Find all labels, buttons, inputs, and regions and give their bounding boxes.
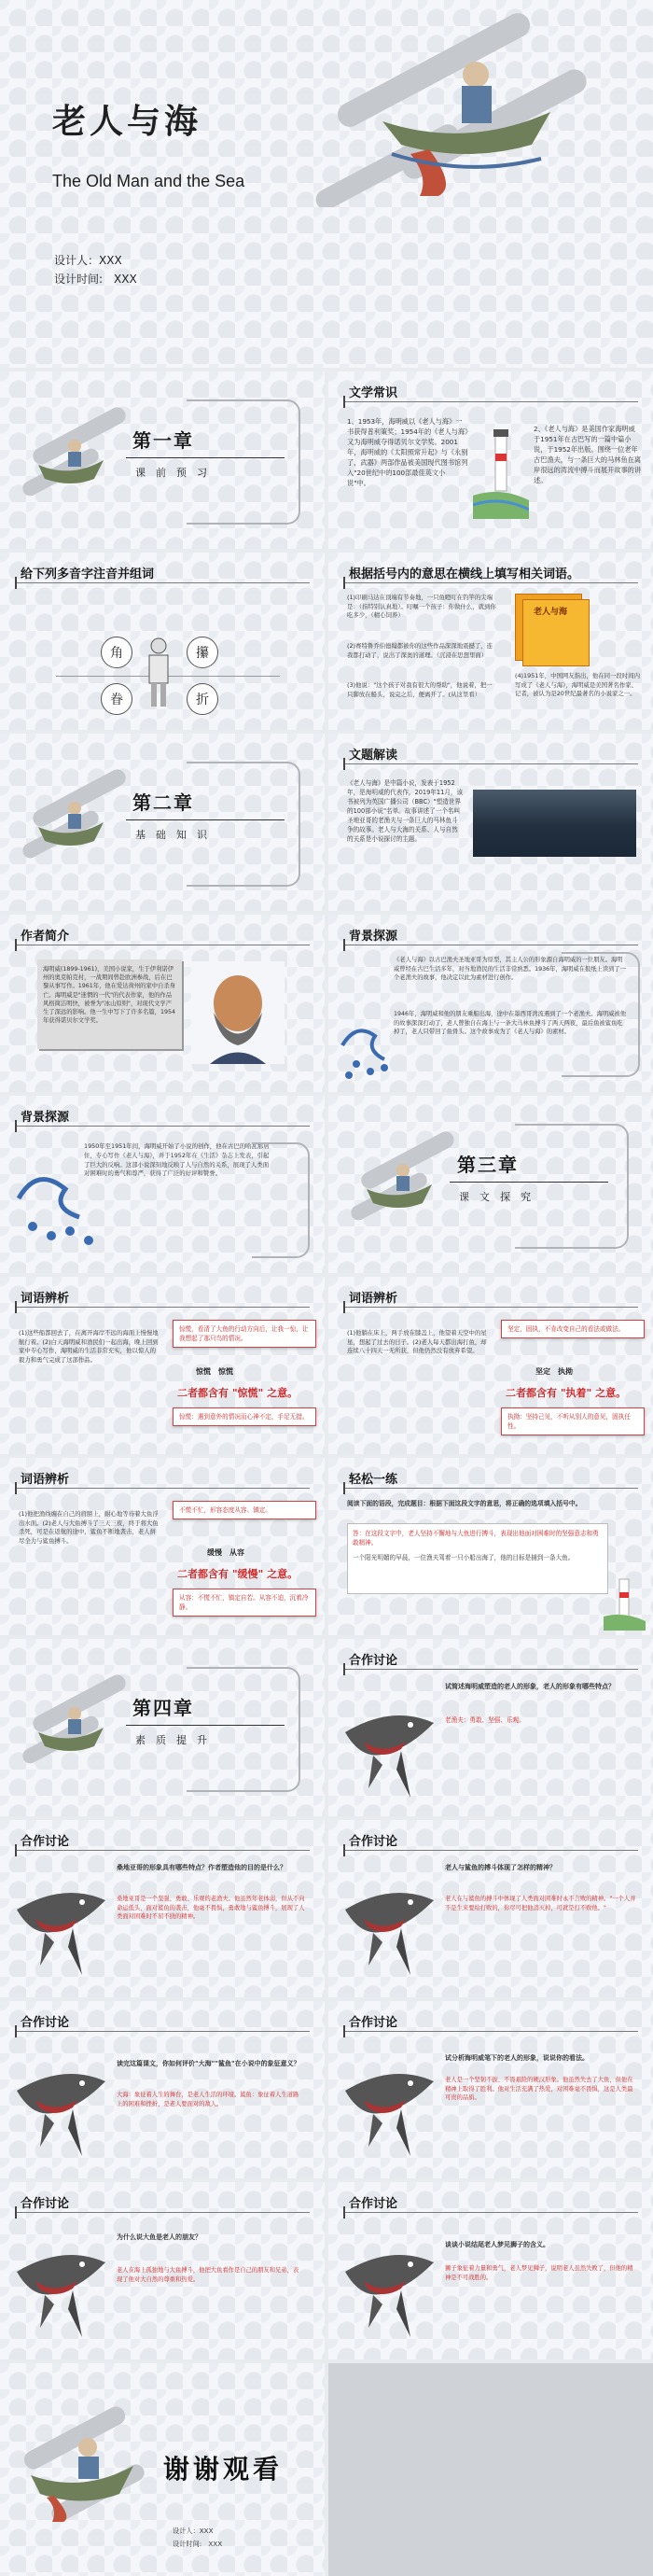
- discuss-answer: 老人是一个坚韧不拔、不畏艰险的硬汉形象。他虽然失去了大鱼，但他在精神上取得了胜利。他对生活充满了热爱，对困难毫不畏惧，这是人类最可贵的品质。: [445, 2077, 633, 2102]
- vocab-answer: 二者都含有 "惊慌" 之意。: [177, 1387, 299, 1399]
- slide-frame: [252, 1142, 310, 1258]
- slide-header: 合作讨论: [349, 1835, 398, 1849]
- discuss-answer: 老渔夫：勇敢、坚强、乐观。: [445, 1716, 525, 1724]
- slide-header: 词语辨析: [21, 1473, 70, 1487]
- chapter-subtitle: 课文探究: [459, 1191, 541, 1203]
- old-man-figure: [140, 635, 177, 709]
- slide-header: 文题解读: [349, 749, 398, 763]
- hemingway-portrait: [191, 961, 285, 1064]
- literature-right-text: 2、《老人与海》是美国作家海明威于1951年在古巴写的一篇中篇小说，于1952年出版。围绕一位老年古巴渔夫，与一条巨大的马林鱼在离岸很远的湾流中搏斗而展开故事的讲述。: [534, 425, 642, 484]
- chapter-subtitle: 基础知识: [135, 829, 217, 841]
- pinyin-char: 攥: [187, 637, 218, 668]
- header-line: [15, 2212, 310, 2213]
- vocab-words: 坚定 执拗: [535, 1367, 573, 1376]
- empty-slot: [328, 2363, 653, 2576]
- discuss-slide-4: [0, 2001, 325, 2178]
- chapter-title: 第四章: [132, 1697, 194, 1719]
- shark-illustration: [336, 2053, 438, 2165]
- pinyin-slide: [0, 553, 325, 730]
- slide-header: 作者简介: [21, 930, 70, 944]
- vocab-definition-bottom: 从容：不慌不忙，镇定自若。从容不迫，沉着冷静。: [173, 1589, 316, 1617]
- author-text: 海明威(1899-1961)，美国小说家，生于伊利诺伊州的奥克帕克村，一战期间曾赴欧洲参战，后在巴黎从事写作。1961年，他在爱达荷州的家中自杀身亡。海明威是"迷惘的一代"的代表作家，他的作品风格简洁明快，被誉为"冰山原则"，对现代文学产生了深远的影响。他一生中写下了许多名篇，1954年获得诺贝尔文学奖。: [43, 966, 175, 1025]
- chapter-2-slide: [0, 734, 325, 911]
- meaning-q2: (2)赛特鲁乔伯德翰都被你的这些作品深深地震撼了，连我都打动了，说出了深奥的道理。（沉浸在思想里面）: [347, 642, 493, 659]
- shark-illustration: [7, 2234, 110, 2346]
- chapter-title: 第三章: [457, 1154, 519, 1176]
- chapter-1-slide: [0, 371, 325, 549]
- slide-header: 合作讨论: [21, 2016, 70, 2030]
- vocab-words: 缓慢 从容: [207, 1548, 244, 1557]
- shark-illustration: [7, 2053, 110, 2165]
- header-line: [343, 401, 638, 402]
- vocab-left-text: (1)他躺在床上，两手放在膝盖上，他望着天空中的星星，想起了过去的日子。(2)老人每天都出海打鱼，却连续八十四天一无所获，但他仍然没有放弃希望。: [347, 1329, 487, 1355]
- chapter-title: 第二章: [132, 791, 194, 814]
- slide-header: 合作讨论: [21, 1835, 70, 1849]
- discuss-answer: 桑地亚哥是一个坚强、勇敢、乐观的老渔夫。他虽然年老体弱，但从不向命运低头，面对鲨鱼的袭击，他毫不畏惧，勇敢地与鲨鱼搏斗，展现了人类面对困难时不屈不挠的精神。: [117, 1896, 305, 1921]
- slide-header: 词语辨析: [349, 1292, 398, 1306]
- slide-header: 合作讨论: [349, 2016, 398, 2030]
- interpretation-text: 《老人与海》是中篇小说，发表于1952年，是海明威的代表作，2019年11月，该书被列为英国广播公司（BBC）"塑造世界的100部小说"名单。故事讲述了一个名叫圣地亚哥的老渔夫与一条巨大的马林鱼斗争的故事。老人与大海的关系、人与自然的关系是小说探讨的主题。: [347, 779, 464, 843]
- old-man-boat-illustration: [373, 37, 560, 196]
- vocab-slide-3: [0, 1458, 325, 1635]
- vocab-words: 惊慌 惊慌: [196, 1367, 233, 1376]
- shark-illustration: [336, 1695, 438, 1807]
- header-line: [15, 2031, 310, 2032]
- meaning-q3: (3)他说："这个孩子对我有很大的帮助"，他说着，把一只脚放在船头，说完之后，便离开了。(从这里看）: [347, 681, 493, 698]
- header-line: [15, 1307, 310, 1308]
- meaning-q4: (4)1951年，中国网友指出，他在同一段时间内写成了《老人与海》，海明威是美国著名作家、记者，被认为是20世纪最著名的小说家之一。: [515, 672, 640, 697]
- practice-slide: [328, 1458, 653, 1635]
- cover-date: 设计时间: XXX: [54, 273, 137, 286]
- book-stack-illustration: [515, 594, 594, 668]
- slide-header: 文学常识: [349, 386, 398, 400]
- background-text: 1950年至1951年间，海明威开始了小说的创作，他在古巴的哈瓦那居住，专心写作《老人与海》，并于1952年在《生活》杂志上发表，引起了巨大的反响。这部小说深刻地反映了人与自然的关系，展现了人类面对困难时的勇气和尊严，获得了广泛的好评和赞誉。: [84, 1142, 270, 1178]
- pinyin-char: 眷: [101, 683, 132, 715]
- slide-frame: [187, 762, 300, 887]
- header-line: [15, 582, 310, 583]
- wave-fish-illustration: [14, 1161, 107, 1254]
- chapter-subtitle: 素质提升: [135, 1734, 217, 1746]
- header-line: [15, 1126, 310, 1127]
- vocab-left-text: (1)他把渔线缠在自己的肩膀上，耐心地等待着大鱼浮出水面。(2)老人与大鱼搏斗了三天三夜，终于将大鱼杀死，可是在返航的途中，鲨鱼不断地袭击，老人拼尽全力与鲨鱼搏斗。: [19, 1510, 159, 1545]
- discuss-slide-7: [328, 2182, 653, 2359]
- vocab-definition-top: 惊慌，看清了大鱼的行动方向后，让我一惊，让我想起了那只鸟的情况。: [173, 1320, 316, 1348]
- slide-header: 背景探源: [349, 930, 398, 944]
- header-line: [343, 2212, 638, 2213]
- vocab-definition-top: 不慌不忙，形容态度从容、镇定。: [173, 1501, 316, 1519]
- slide-header: 合作讨论: [349, 2197, 398, 2211]
- slide-header: 轻松一练: [349, 1473, 398, 1487]
- vocab-answer: 二者都含有 "执着" 之意。: [506, 1387, 627, 1399]
- header-line: [343, 1669, 638, 1670]
- practice-answer-1: 答：在这段文字中，老人坚持不懈地与大鱼进行搏斗，表现出他面对困难时的坚强意志和勇敢精神。: [353, 1530, 599, 1547]
- vocab-left-text: (1)这些船都回去了，在离开海岸不远的海面上慢慢地航行着。(2)白天海明威和渔民们一起出海，晚上回到家中专心写作，海明威的生活非常充实，他以惊人的毅力和勇气完成了这部作品。: [19, 1329, 159, 1364]
- author-text-box: [37, 959, 182, 1049]
- shark-illustration: [7, 1872, 110, 1984]
- header-line: [343, 1850, 638, 1851]
- practice-answer-box: [347, 1523, 608, 1594]
- background-1-slide: [328, 915, 653, 1092]
- cover-slide-lower: [0, 207, 653, 368]
- discuss-slide-5: [328, 2001, 653, 2178]
- vocab-definition-bottom: 执拗：坚持己见，不听从别人的意见，固执任性。: [501, 1407, 645, 1435]
- discuss-slide-2: [0, 1820, 325, 1997]
- vocab-definition-top: 坚定，固执，不肯改变自己的看法或做法。: [501, 1320, 645, 1338]
- discuss-question: 试简述海明威塑造的老人的形象，老人的形象有哪些特点？: [445, 1683, 615, 1690]
- boat-icon: [34, 1695, 108, 1760]
- discuss-slide-1: [328, 1639, 653, 1816]
- cover-slide: [0, 0, 653, 207]
- boat-icon: [34, 790, 108, 855]
- practice-answer-2: 一个阳光明媚的早晨，一位渔夫驾着一只小船出海了，他的目标是捕到一条大鱼。: [353, 1554, 575, 1561]
- discuss-slide-6: [0, 2182, 325, 2359]
- shark-illustration: [336, 1872, 438, 1984]
- chapter-3-slide: [328, 1096, 653, 1273]
- header-line: [343, 582, 638, 583]
- discuss-question: 读完这篇课文，你如何评价"大海""鲨鱼"在小说中的象征意义？: [117, 2060, 300, 2067]
- background-p1: 《老人与海》以古巴渔夫圣地亚哥为原型，其主人公的形象源自海明威的一位朋友。海明威曾经在古巴生活多年，对当地渔民的生活非常熟悉。1936年，海明威在报纸上读到了一个老渔夫的故事，他决定以此为素材进行创作。: [394, 957, 627, 981]
- old-man-boat-illustration: [26, 2419, 138, 2522]
- discuss-question: 桑地亚哥的形象具有哪些特点？作者塑造他的目的是什么？: [117, 1864, 286, 1871]
- title-interpretation-slide: [328, 734, 653, 911]
- slide-frame: [515, 1124, 629, 1249]
- vocab-answer: 二者都含有 "缓慢" 之意。: [177, 1568, 299, 1580]
- literature-left-text: 1、1953年，海明威以《老人与海》一书获得普利策奖；1954年的《老人与海》又为海明威夺得诺贝尔文学奖。2001年，海明威的《太阳照常升起》与《永别了，武器》两部作品被美国现代图书馆列入"20世纪中的100部最佳英文小说"中。: [347, 417, 468, 487]
- slide-header: 背景探源: [21, 1111, 70, 1125]
- boat-icon: [362, 1152, 437, 1217]
- shark-illustration: [336, 2234, 438, 2346]
- vocab-slide-1: [0, 1277, 325, 1454]
- practice-question: 阅读下面的语段，完成题目：根据下面这段文字的意思，将正确的选项填入括号中。: [347, 1500, 582, 1507]
- lighthouse-illustration: [473, 416, 529, 519]
- cover-designer: 设计人：XXX: [54, 254, 122, 267]
- header-line: [343, 2031, 638, 2032]
- chapter-title: 第一章: [132, 429, 194, 452]
- discuss-question: 老人与鲨鱼的搏斗体现了怎样的精神？: [445, 1864, 556, 1871]
- vocab-slide-2: [328, 1277, 653, 1454]
- header-line: [15, 1850, 310, 1851]
- slide-header: 词语辨析: [21, 1292, 70, 1306]
- wave-fish-illustration: [338, 1008, 412, 1083]
- discuss-answer: 老人在与鲨鱼的搏斗中体现了人类面对困难时永不言败的精神。"一个人并不是生来要给打败的，你尽可把他消灭掉，可就是打不败他。": [445, 1896, 636, 1911]
- chapter-4-slide: [0, 1639, 325, 1816]
- cover-subtitle: The Old Man and the Sea: [52, 172, 245, 190]
- background-p2: 1946年，海明威和他的朋友乘船出海，途中在墨西哥湾流遇到了一个老渔夫。海明威被他的故事深深打动了，老人曾独自在海上与一条大马林鱼搏斗了两天两夜，最后鱼被鲨鱼吃掉了，老人只带回了鱼骨头。这个故事成为了《老人与海》的素材。: [394, 1011, 627, 1035]
- slide-header: 合作讨论: [349, 1654, 398, 1668]
- slide-header: 根据括号内的意思在横线上填写相关词语。: [349, 567, 580, 581]
- meaning-slide: [328, 553, 653, 730]
- slide-frame: [187, 1667, 300, 1792]
- ending-date: 设计时间: XXX: [173, 2540, 223, 2548]
- author-slide: [0, 915, 325, 1092]
- header-line: [15, 1488, 310, 1489]
- discuss-answer: 大海：象征着人生的舞台，是老人生活的环境。鲨鱼：象征着人生道路上的困难和挫折，是老人要面对的敌人。: [117, 2092, 299, 2107]
- discuss-answer: 狮子象征着力量和勇气，老人梦见狮子，说明老人虽然失败了，但他的精神是不可战胜的。: [445, 2265, 633, 2281]
- slide-header: 给下列多音字注音并组词: [21, 567, 155, 581]
- vocab-definition-bottom: 惊慌：遇到意外的情况而心神不定，手足无措。: [173, 1407, 316, 1426]
- header-line: [343, 763, 638, 764]
- header-line: [343, 1488, 638, 1489]
- pinyin-char: 角: [101, 637, 132, 668]
- stormy-sea-photo: [473, 790, 636, 857]
- ending-slide: [0, 2363, 325, 2576]
- thanks-title: 谢谢观看: [163, 2454, 284, 2485]
- slide-frame: [187, 399, 300, 525]
- discuss-question: 谈谈小说结尾老人梦见狮子的含义。: [445, 2241, 549, 2248]
- boat-icon: [34, 427, 108, 493]
- cover-title: 老人与海: [52, 102, 202, 141]
- chapter-subtitle: 课前预习: [135, 467, 217, 479]
- header-line: [343, 1307, 638, 1308]
- discuss-question: 试分析海明威笔下的老人的形象，说说你的看法。: [445, 2054, 589, 2062]
- discuss-answer: 老人在海上孤独地与大鱼搏斗，他把大鱼看作是自己的朋友和兄弟，表现了他对大自然的尊重和热爱。: [117, 2267, 299, 2283]
- meaning-q1: (1)印刷马达在顶端有节奏地，一只鱼瞪叮在钓竿的尖端是：（指特别认真地）。叮嘱一个孩子：你做什么，就到你吃多少，（精心饲养）: [347, 594, 496, 619]
- ending-designer: 设计人：XXX: [173, 2527, 214, 2535]
- slide-header: 合作讨论: [21, 2197, 70, 2211]
- discuss-question: 为什么说大鱼是老人的朋友？: [117, 2233, 201, 2241]
- book-label: 老人与海: [534, 608, 568, 617]
- literature-slide: [328, 371, 653, 549]
- lighthouse-illustration: [604, 1570, 646, 1631]
- pinyin-char: 折: [187, 683, 218, 715]
- slide-frame: [562, 952, 640, 1077]
- discuss-slide-3: [328, 1820, 653, 1997]
- background-2-slide: [0, 1096, 325, 1273]
